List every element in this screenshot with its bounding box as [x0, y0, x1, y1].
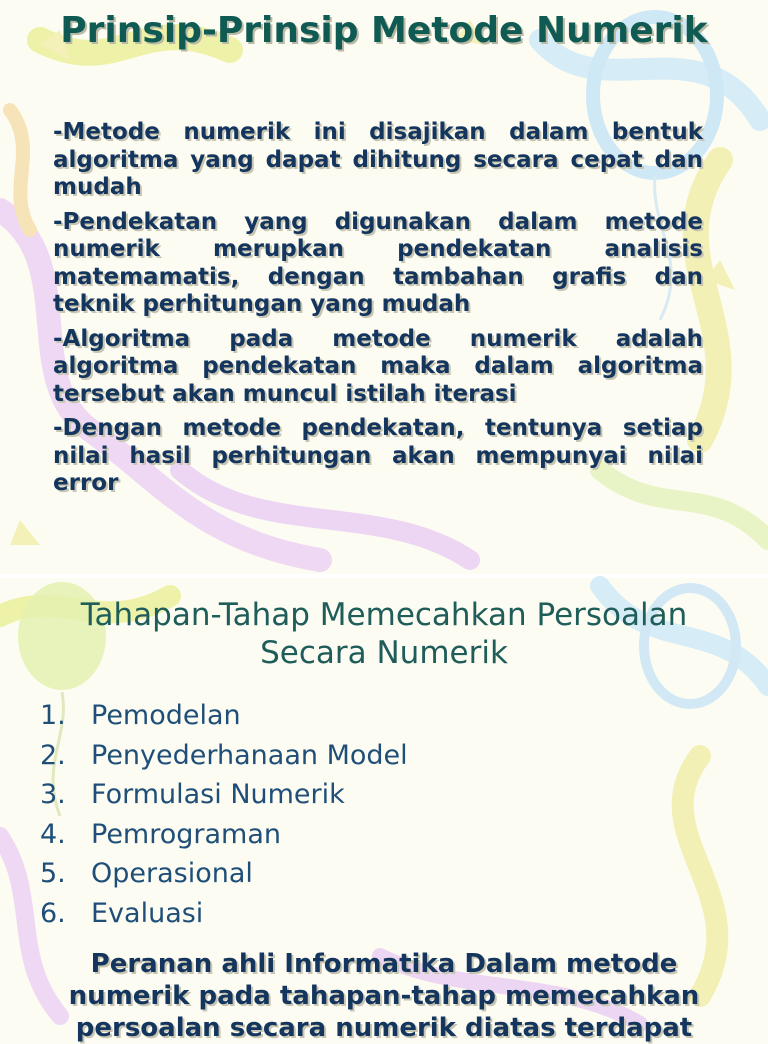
list-item — [40, 815, 640, 855]
step-label: Formulasi Numerik — [91, 779, 345, 811]
step-number: 3. — [40, 779, 66, 811]
principles-list — [53, 119, 703, 505]
footer-paragraph: Peranan ahli Informatika Dalam metode numerik pada tahapan-tahap memecahkan persoalan secara numerik diatas terdapat — [68, 949, 700, 1043]
step-number: 5. — [40, 858, 66, 890]
list-item — [40, 775, 640, 815]
list-item — [40, 736, 640, 776]
section-title: Tahapan-Tahap Memecahkan Persoalan Secara Numerik — [80, 597, 688, 671]
step-number: 6. — [40, 897, 66, 929]
step-label: Pemodelan — [91, 700, 241, 731]
step-label: Pemrograman — [91, 818, 282, 850]
steps-list — [40, 696, 640, 934]
list-item: -Pendekatan yang digunakan dalam metode numerik merupkan pendekatan analisis matemamatis, dengan tambahan grafis dan teknik perhitungan yang mudah — [53, 208, 703, 317]
list-item — [40, 894, 640, 934]
step-number: 1. — [40, 700, 66, 731]
step-label: Penyederhanaan Model — [91, 739, 408, 771]
step-label: Operasional — [91, 858, 253, 890]
slide-steps — [0, 576, 768, 1043]
step-label: Evaluasi — [91, 897, 204, 929]
list-item: -Algoritma pada metode numerik adalah algoritma pendekatan maka dalam algoritma tersebut akan muncul istilah iterasi — [53, 325, 703, 407]
list-item — [40, 696, 640, 736]
step-number: 4. — [40, 818, 66, 850]
step-number: 2. — [40, 739, 66, 771]
list-item: -Metode numerik ini disajikan dalam bentuk algoritma yang dapat dihitung secara cepat dan mudah — [53, 119, 703, 200]
page-title: Prinsip-Prinsip Metode Numerik — [60, 10, 708, 51]
list-item — [40, 854, 640, 894]
list-item: -Dengan metode pendekatan, tentunya setiap nilai hasil perhitungan akan mempunyai nilai error — [53, 415, 703, 496]
